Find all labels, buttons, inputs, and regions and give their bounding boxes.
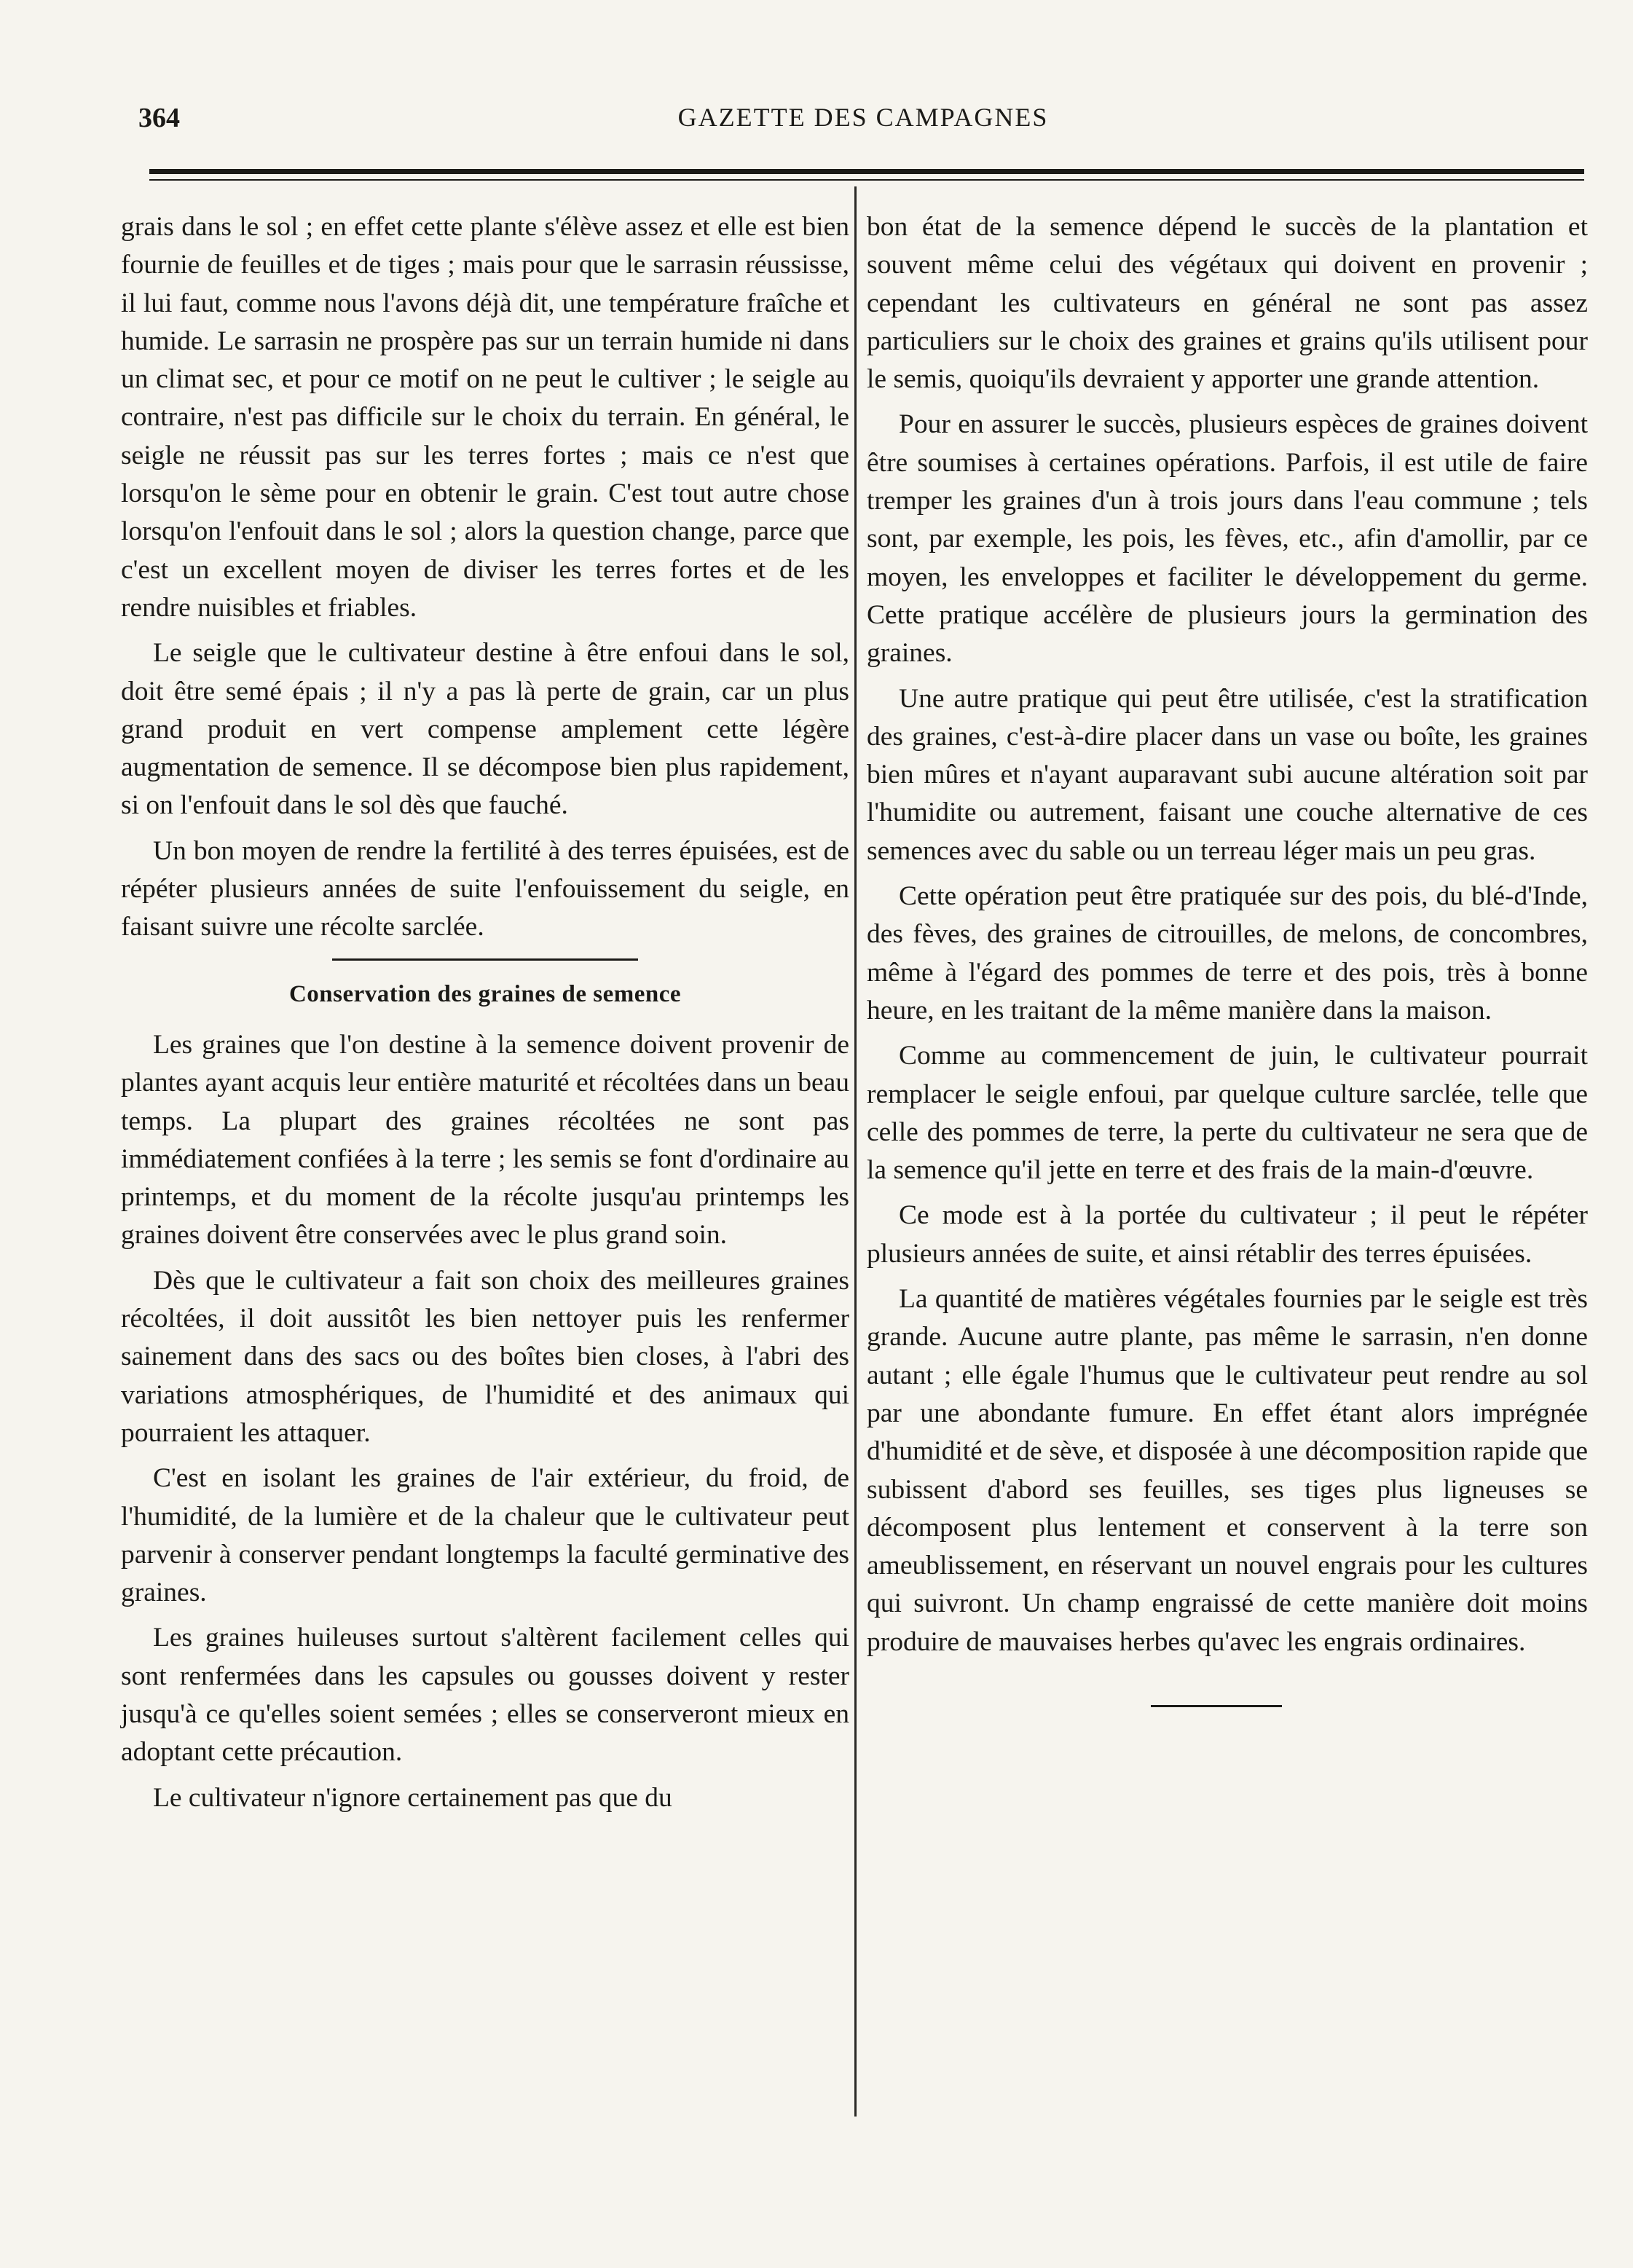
paragraph: Les graines huileuses surtout s'altèrent facilement celles qui sont renfermées dans les capsules ou gousses doivent y rester jusqu'à ce qu'elles soient semées ; elles se conserveront mieux en adoptant cette précaution. [121,1623,849,1768]
paragraph: Un bon moyen de rendre la fertilité à des terres épuisées, est de répéter plusieurs années de suite l'enfouissement du seigle, en faisant suivre une récolte sarclée. [121,835,849,942]
running-title: GAZETTE DES CAMPAGNES [677,103,1049,132]
paragraph: Les graines que l'on destine à la semence doivent provenir de plantes ayant acquis leur entière maturité et récoltées dans un beau temps. La plupart des graines récoltées ne sont pas immédiatement confiées à la terre ; les semis se font d'ordinaire au printemps, et du moment de la récolte jusqu'au printemps les graines doivent être conservées avec le plus grand soin. [121,1029,849,1251]
right-column [867,208,1588,1707]
left-column [121,208,849,1824]
page-number: 364 [138,103,180,133]
paragraph: Pour en assurer le succès, plusieurs espèces de graines doivent être soumises à certaines opérations. Parfois, il est utile de faire tremper les graines d'un à trois jours dans l'eau commune ; tels sont, par exemple, les pois, les fèves, etc., afin d'amollir, par ce moyen, les enveloppes et faciliter le développement du germe. Cette pratique accélère de plusieurs jours la germination des graines. [867,409,1588,669]
article-end-rule [1151,1705,1282,1707]
header-rule-thin [149,179,1584,181]
paragraph: C'est en isolant les graines de l'air extérieur, du froid, de l'humidité, de la lumière et de la chaleur que le cultivateur peut parvenir à conserver pendant longtemps la faculté germinative des graines. [121,1463,849,1608]
section-title: Conservation des graines de semence [288,980,682,1007]
paragraph: grais dans le sol ; en effet cette plante s'élève assez et elle est bien fournie de feuilles et de tiges ; mais pour que le sarrasin réussisse, il lui faut, comme nous l'avons déjà dit, une température fraîche et humide. Le sarrasin ne prospère pas sur un terrain humide ni dans un climat sec, et pour ce motif on ne peut le cultiver ; le seigle au contraire, n'est pas difficile sur le choix du terrain. En général, le seigle ne réussit pas sur les terres fortes ; mais ce n'est que lorsqu'on le sème pour en obtenir le grain. C'est tout autre chose lorsqu'on l'enfouit dans le sol ; alors la question change, parce que c'est un excellent moyen de diviser les terres fortes et de les rendre nuisibles et friables. [121,212,849,623]
section-divider [332,958,638,961]
header-rule-thick [149,169,1584,174]
page-header [138,102,1588,146]
paragraph: Dès que le cultivateur a fait son choix des meilleures graines récoltées, il doit aussitôt les bien nettoyer puis les renfermer sainement dans des sacs ou des boîtes bien closes, à l'abri des variations atmosphériques, de l'humidité et des animaux qui pourraient les attaquer. [121,1265,849,1448]
paragraph: Le cultivateur n'ignore certainement pas que du [153,1782,672,1813]
paragraph: Ce mode est à la portée du cultivateur ; il peut le répéter plusieurs années de suite, et ainsi rétablir des terres épuisées. [867,1200,1588,1269]
paragraph: Cette opération peut être pratiquée sur des pois, du blé-d'Inde, des fèves, des graines de citrouilles, de melons, de concombres, même à l'égard des pommes de terre et des pois, très à bonne heure, en les traitant de la même manière dans la maison. [867,881,1588,1025]
paragraph: Le seigle que le cultivateur destine à être enfoui dans le sol, doit être semé épais ; il n'y a pas là perte de grain, car un plus grand produit en vert compense amplement cette légère augmentation de semence. Il se décompose bien plus rapidement, si on l'enfouit dans le sol dès que fauché. [121,638,849,821]
paragraph: Comme au commencement de juin, le cultivateur pourrait remplacer le seigle enfoui, par quelque culture sarclée, telle que celle des pommes de terre, la perte du cultivateur ne sera que de la semence qu'il jette en terre et des frais de la main-d'œuvre. [867,1041,1588,1186]
paragraph: Une autre pratique qui peut être utilisée, c'est la stratification des graines, c'est-à-dire placer dans un vase ou boîte, les graines bien mûres et n'ayant auparavant subi aucune altération soit par l'humidite ou autrement, faisant une couche alternative de ces semences avec du sable ou un terreau léger mais un peu gras. [867,683,1588,866]
column-divider [854,186,857,2117]
paragraph: La quantité de matières végétales fournies par le seigle est très grande. Aucune autre plante, pas même le sarrasin, n'en donne autant ; elle égale l'humus que le cultivateur peut rendre au sol par une abondante fumure. En effet étant alors imprégnée d'humidité et de sève, et disposée à une décomposition rapide que subissent d'abord ses feuilles, ses tiges plus ligneuses se décomposent plus lentement et conservent à la terre son ameublissement, en réservant un nouvel engrais pour les cultures qui suivront. Un champ engraissé de cette manière doit moins produire de mauvaises herbes qu'avec les engrais ordinaires. [867,1284,1588,1657]
paragraph: bon état de la semence dépend le succès de la plantation et souvent même celui des végétaux qui doivent en provenir ; cependant les cultivateurs en général ne sont pas assez particuliers sur le choix des graines et grains qu'ils utilisent pour le semis, quoiqu'ils devraient y apporter une grande attention. [867,212,1588,395]
